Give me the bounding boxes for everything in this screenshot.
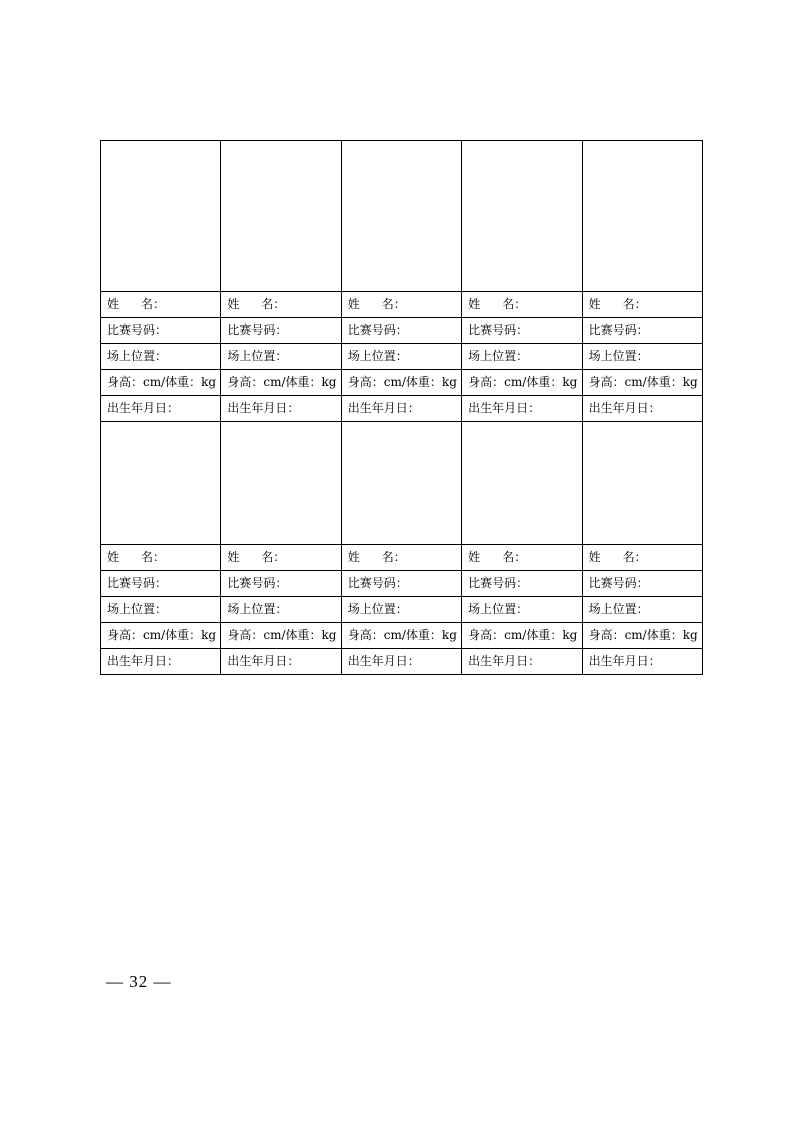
player-position-field: 场上位置： [582,597,702,623]
player-birthdate-field: 出生年月日： [582,649,702,675]
player-name-field [462,545,582,571]
name-label-part1: 姓 [347,550,360,564]
player-name-field [582,292,702,318]
page-number: — 32 — [106,972,172,991]
photo-row [101,422,703,545]
player-position-field: 场上位置： [101,597,221,623]
player-number-field: 比赛号码： [101,571,221,597]
player-photo-box [221,141,341,292]
player-position-field: 场上位置： [221,344,341,370]
player-position-field: 场上位置： [462,597,582,623]
player-position-field: 场上位置： [341,344,461,370]
field-row [101,649,703,675]
player-height-weight-field: 身高：cm/体重：kg [341,623,461,649]
player-height-weight-field: 身高：cm/体重：kg [221,623,341,649]
name-label-part1: 姓 [107,550,120,564]
field-row [101,623,703,649]
name-label-part1: 姓 [588,297,601,311]
player-birthdate-field: 出生年月日： [341,396,461,422]
player-photo-box [582,422,702,545]
name-label-part1: 姓 [347,297,360,311]
player-number-field: 比赛号码： [462,571,582,597]
name-label-part2: 名： [502,297,527,311]
player-height-weight-field: 身高：cm/体重：kg [341,370,461,396]
name-label-part1: 姓 [468,550,481,564]
player-height-weight-field: 身高：cm/体重：kg [462,623,582,649]
player-height-weight-field: 身高：cm/体重：kg [582,623,702,649]
name-label-part2: 名： [261,297,286,311]
player-position-field: 场上位置： [221,597,341,623]
player-birthdate-field: 出生年月日： [341,649,461,675]
player-height-weight-field: 身高：cm/体重：kg [101,370,221,396]
name-label-part2: 名： [141,297,166,311]
player-photo-box [101,422,221,545]
player-height-weight-field: 身高：cm/体重：kg [221,370,341,396]
player-height-weight-field: 身高：cm/体重：kg [462,370,582,396]
name-label-part1: 姓 [227,297,240,311]
player-photo-box [341,422,461,545]
player-number-field: 比赛号码： [582,571,702,597]
player-birthdate-field: 出生年月日： [221,649,341,675]
player-number-field: 比赛号码： [221,571,341,597]
player-name-field [582,545,702,571]
player-roster-table [100,140,703,675]
player-photo-box [221,422,341,545]
player-name-field [221,545,341,571]
player-position-field: 场上位置： [462,344,582,370]
player-number-field: 比赛号码： [582,318,702,344]
player-birthdate-field: 出生年月日： [462,396,582,422]
field-row [101,597,703,623]
name-label-part2: 名： [381,550,406,564]
player-photo-box [101,141,221,292]
player-name-field [101,545,221,571]
name-label-part2: 名： [261,550,286,564]
name-label-part2: 名： [502,550,527,564]
name-label-part2: 名： [622,297,647,311]
name-label-part1: 姓 [227,550,240,564]
name-label-part1: 姓 [588,550,601,564]
player-photo-box [582,141,702,292]
player-registration-form [100,140,703,675]
player-name-field [462,292,582,318]
player-birthdate-field: 出生年月日： [462,649,582,675]
player-position-field: 场上位置： [341,597,461,623]
player-height-weight-field: 身高：cm/体重：kg [101,623,221,649]
field-row [101,318,703,344]
name-label-part2: 名： [381,297,406,311]
player-birthdate-field: 出生年月日： [101,396,221,422]
player-position-field: 场上位置： [101,344,221,370]
name-label-part2: 名： [141,550,166,564]
player-photo-box [462,422,582,545]
player-number-field: 比赛号码： [341,318,461,344]
field-row [101,344,703,370]
player-birthdate-field: 出生年月日： [101,649,221,675]
player-birthdate-field: 出生年月日： [221,396,341,422]
name-label-part1: 姓 [107,297,120,311]
field-row [101,292,703,318]
player-name-field [341,545,461,571]
name-label-part2: 名： [622,550,647,564]
player-name-field [341,292,461,318]
player-position-field: 场上位置： [582,344,702,370]
player-birthdate-field: 出生年月日： [582,396,702,422]
photo-row [101,141,703,292]
player-height-weight-field: 身高：cm/体重：kg [582,370,702,396]
player-name-field [101,292,221,318]
field-row [101,370,703,396]
field-row [101,396,703,422]
player-name-field [221,292,341,318]
player-photo-box [462,141,582,292]
field-row [101,545,703,571]
player-photo-box [341,141,461,292]
name-label-part1: 姓 [468,297,481,311]
player-number-field: 比赛号码： [462,318,582,344]
player-number-field: 比赛号码： [221,318,341,344]
player-number-field: 比赛号码： [341,571,461,597]
player-number-field: 比赛号码： [101,318,221,344]
field-row [101,571,703,597]
